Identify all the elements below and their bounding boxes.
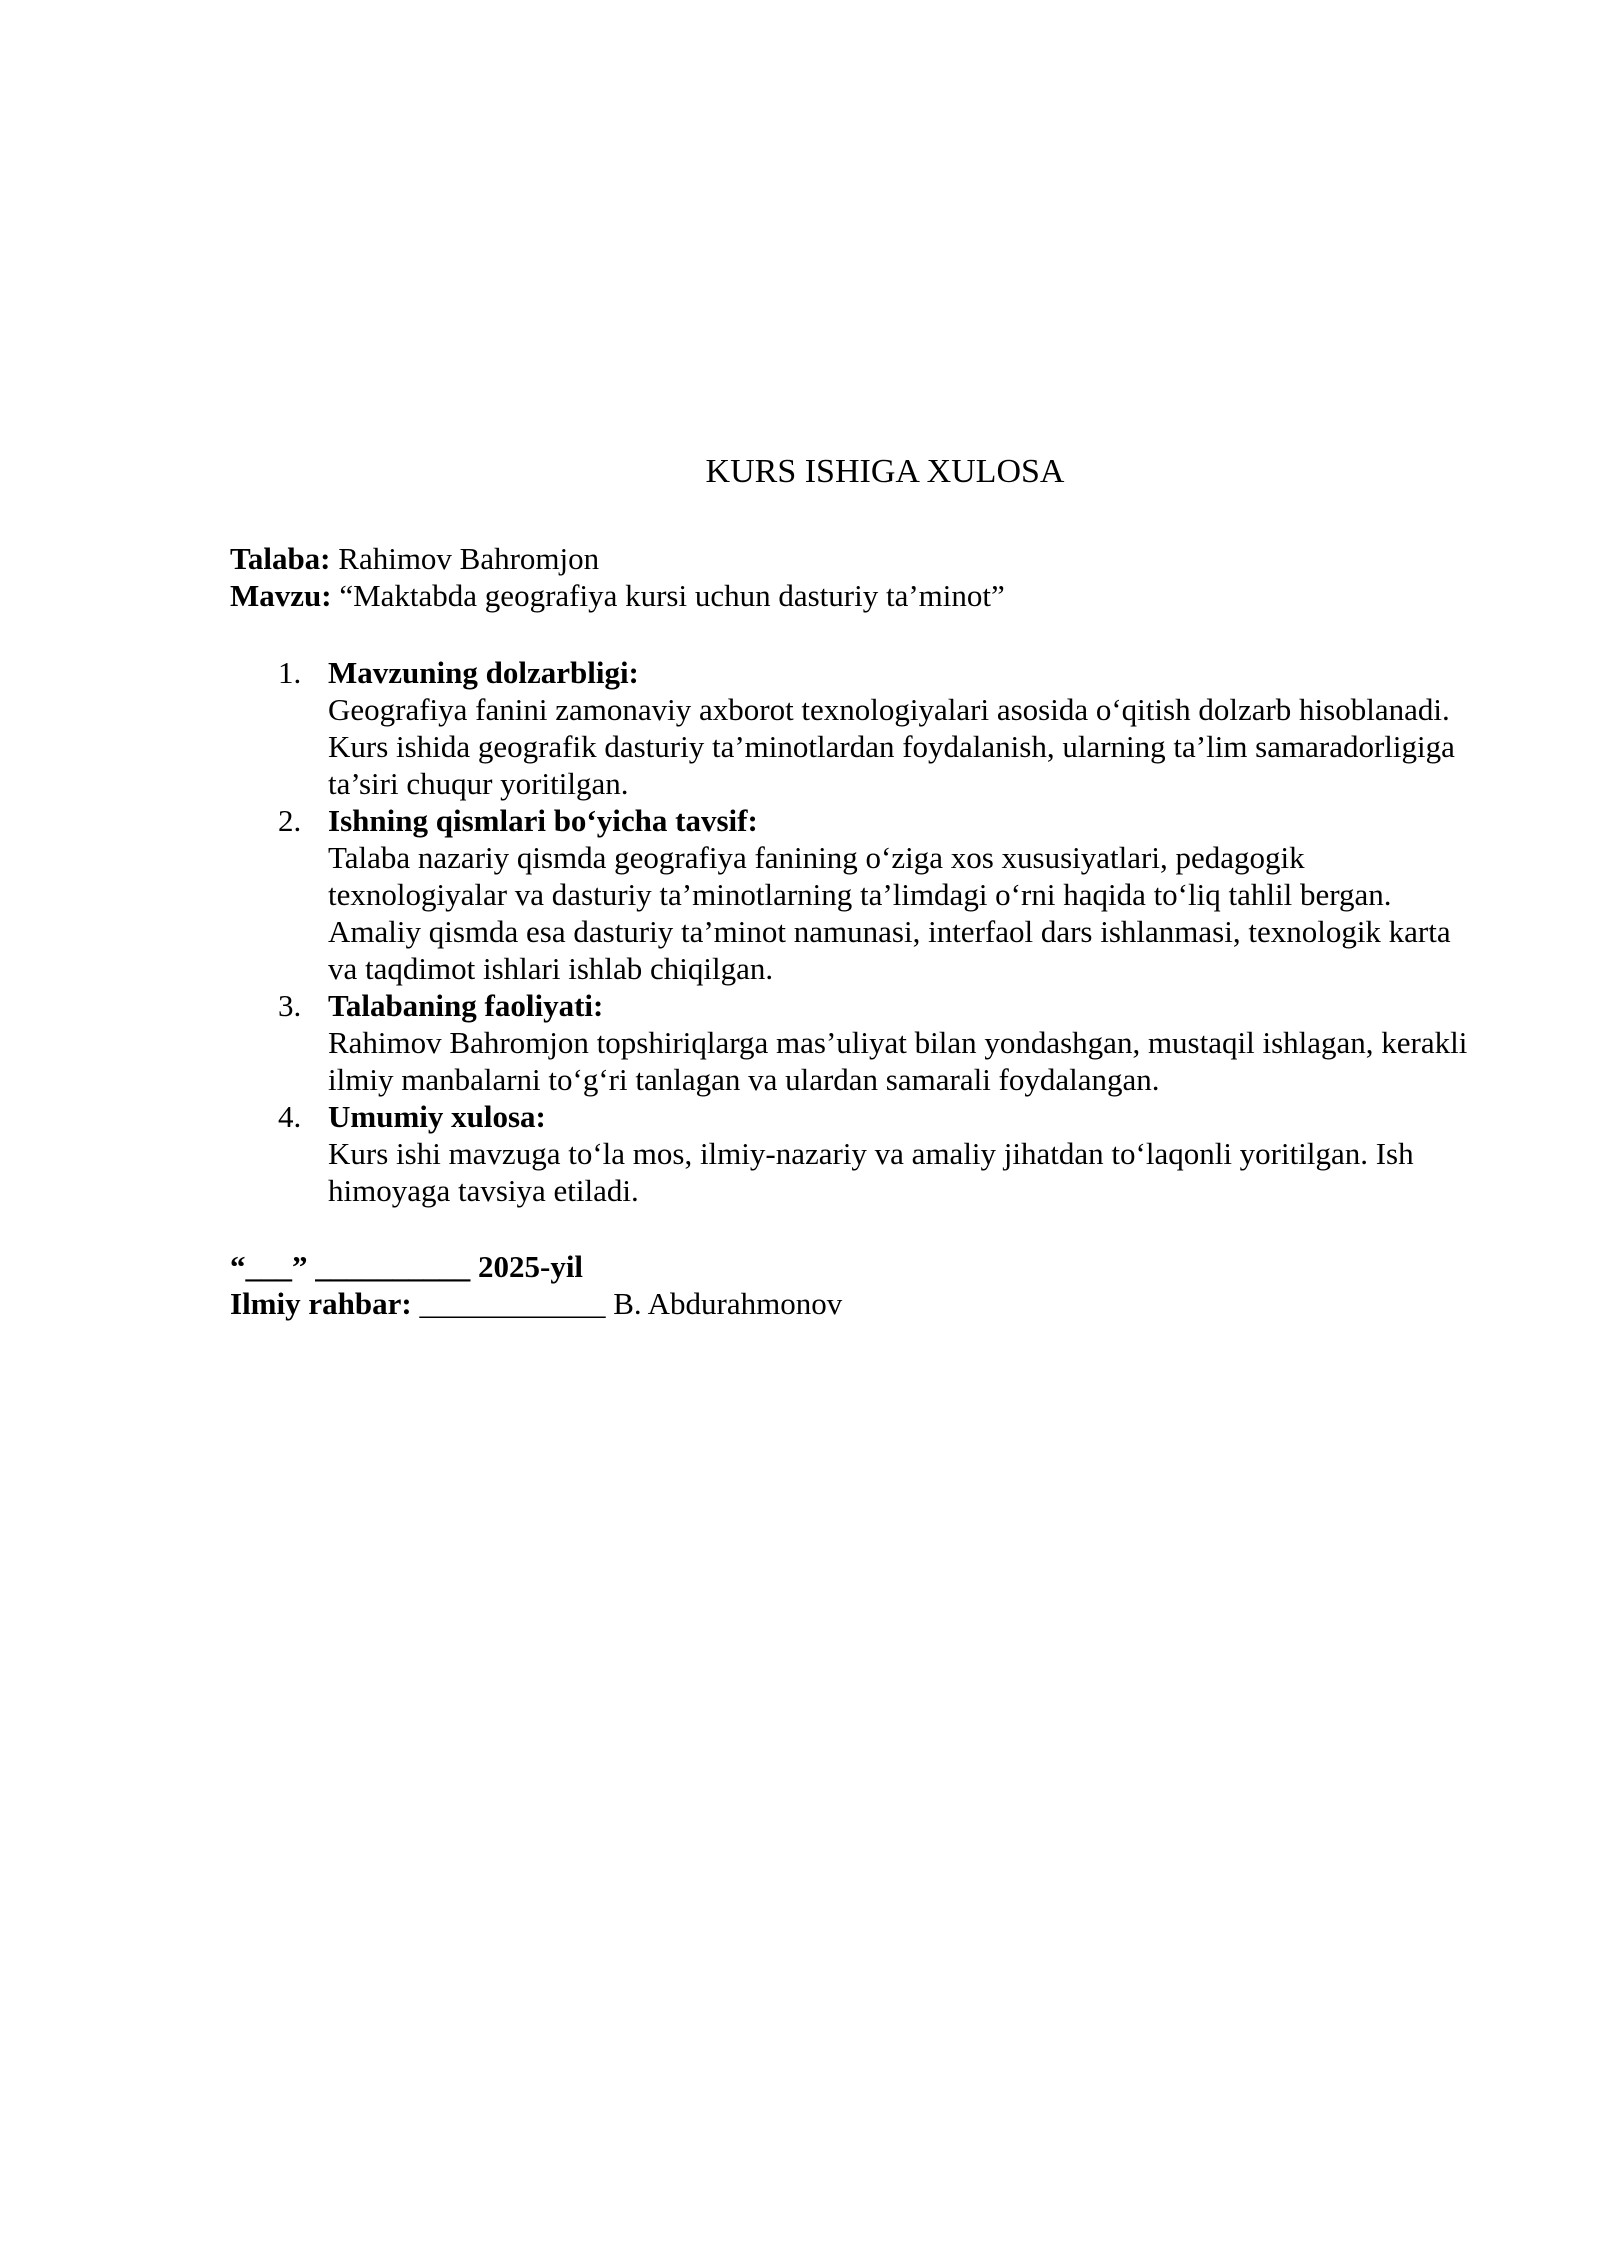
topic-line [230, 577, 1480, 614]
section-body: Geografiya fanini zamonaviy axborot texnologiyalari asosida o‘qitish dolzarb hisoblanadi. Kurs ishida geografik dasturiy ta’minotlardan foydalanish, ularning ta’lim samaradorligiga ta’siri chuqur yoritilgan. [328, 692, 1455, 801]
supervisor-line [230, 1285, 1480, 1322]
topic-label: Mavzu: [230, 578, 332, 613]
supervisor-label: Ilmiy rahbar: [230, 1286, 412, 1321]
document-meta [230, 540, 1480, 614]
document-footer [230, 1248, 1480, 1322]
section-item [230, 654, 1480, 802]
section-heading: Umumiy xulosa: [328, 1099, 546, 1134]
section-heading: Talabaning faoliyati: [328, 988, 604, 1023]
section-heading: Mavzuning dolzarbligi: [328, 655, 639, 690]
date-line: “___” __________ 2025-yil [230, 1249, 584, 1284]
section-number: 4. [278, 1099, 302, 1134]
section-item [230, 802, 1480, 987]
section-body: Kurs ishi mavzuga to‘la mos, ilmiy-nazariy va amaliy jihatdan to‘laqonli yoritilgan. Ish himoyaga tavsiya etiladi. [328, 1136, 1414, 1208]
section-number: 2. [278, 803, 302, 838]
supervisor-name: B. Abdurahmonov [613, 1286, 843, 1321]
section-number: 1. [278, 655, 302, 690]
section-number: 3. [278, 988, 302, 1023]
sections-list [230, 654, 1480, 1209]
section-heading: Ishning qismlari bo‘yicha tavsif: [328, 803, 758, 838]
topic-value: “Maktabda geografiya kursi uchun dasturiy ta’minot” [339, 578, 1005, 613]
section-item [230, 1098, 1480, 1209]
section-body: Talaba nazariy qismda geografiya fanining o‘ziga xos xususiyatlari, pedagogik texnologiyalar va dasturiy ta’minotlarning ta’limdagi o‘rni haqida to‘liq tahlil bergan. Amaliy qismda esa dasturiy ta’minot namunasi, interfaol dars ishlanmasi, texnologik karta va taqdimot ishlari ishlab chiqilgan. [328, 840, 1451, 986]
section-body: Rahimov Bahromjon topshiriqlarga mas’uliyat bilan yondashgan, mustaqil ishlagan, kerakli ilmiy manbalarni to‘g‘ri tanlagan va ulardan samarali foydalangan. [328, 1025, 1468, 1097]
section-item [230, 987, 1480, 1098]
supervisor-signature-blank: ____________ [419, 1286, 606, 1321]
document-title: KURS ISHIGA XULOSA [705, 453, 1065, 490]
student-name: Rahimov Bahromjon [338, 541, 600, 576]
student-label: Talaba: [230, 541, 331, 576]
student-line [230, 540, 1480, 577]
